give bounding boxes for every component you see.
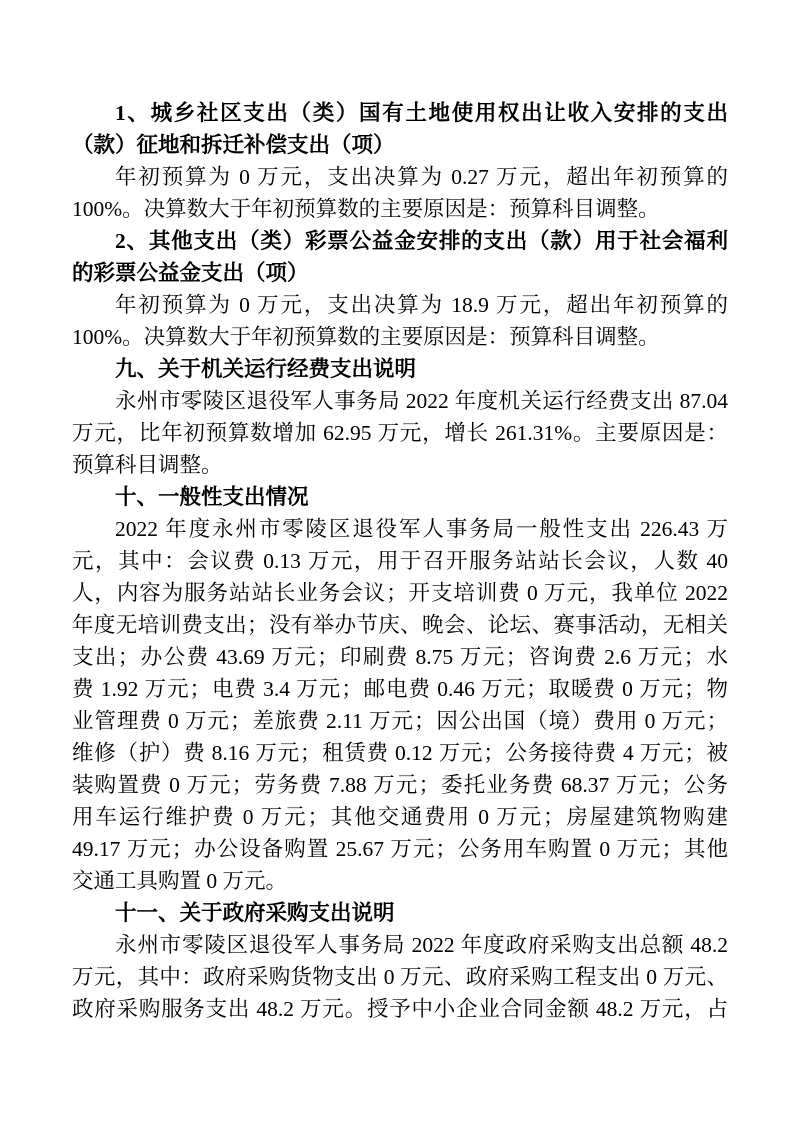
paragraph (72, 929, 728, 1025)
text-line: （款）征地和拆迁补偿支出（项） (72, 133, 395, 157)
text-line: 2、其他支出（类）彩票公益金安排的支出（款）用于社会福利 (115, 229, 728, 253)
text-line: 装购置费 0 万元；劳务费 7.88 万元；委托业务费 68.37 万元；公务 (72, 773, 728, 797)
section-heading (72, 353, 728, 385)
text-line: 交通工具购置 0 万元。 (72, 869, 288, 893)
text-line: 业管理费 0 万元；差旅费 2.11 万元；因公出国（境）费用 0 万元； (72, 709, 728, 733)
text-line: 维修（护）费 8.16 万元；租赁费 0.12 万元；公务接待费 4 万元；被 (72, 741, 728, 765)
text-line: 49.17 万元；办公设备购置 25.67 万元；公务用车购置 0 万元；其他 (72, 837, 728, 861)
text-line: 费 1.92 万元；电费 3.4 万元；邮电费 0.46 万元；取暖费 0 万元；物 (72, 677, 728, 701)
section-heading (72, 97, 728, 161)
text-line: 的彩票公益金支出（项） (72, 261, 309, 285)
section-heading (72, 225, 728, 289)
text-line: 年初预算为 0 万元，支出决算为 18.9 万元，超出年初预算的 (115, 293, 728, 317)
text-line: 元，其中：会议费 0.13 万元，用于召开服务站站长会议，人数 40 (72, 549, 728, 573)
text-line: 万元，比年初预算数增加 62.95 万元，增长 261.31%。主要原因是： (72, 421, 728, 445)
section-heading (72, 481, 728, 513)
text-line: 永州市零陵区退役军人事务局 2022 年度政府采购支出总额 48.2 (115, 933, 728, 957)
text-line: 年初预算为 0 万元，支出决算为 0.27 万元，超出年初预算的 (115, 165, 728, 189)
text-line: 万元，其中：政府采购货物支出 0 万元、政府采购工程支出 0 万元、 (72, 965, 728, 989)
text-line: 用车运行维护费 0 万元；其他交通费用 0 万元；房屋建筑物购建 (72, 805, 728, 829)
text-line: 年度无培训费支出；没有举办节庆、晚会、论坛、赛事活动，无相关 (72, 613, 728, 637)
paragraph (72, 513, 728, 897)
paragraph (72, 385, 728, 481)
text-line: 九、关于机关运行经费支出说明 (115, 357, 417, 381)
text-line: 1、城乡社区支出（类）国有土地使用权出让收入安排的支出 (115, 101, 728, 125)
text-line: 十、一般性支出情况 (115, 485, 309, 509)
text-line: 支出；办公费 43.69 万元；印刷费 8.75 万元；咨询费 2.6 万元；水 (72, 645, 728, 669)
text-line: 十一、关于政府采购支出说明 (115, 901, 395, 925)
text-line: 永州市零陵区退役军人事务局 2022 年度机关运行经费支出 87.04 (115, 389, 728, 413)
paragraph (72, 289, 728, 353)
text-line: 人，内容为服务站站长业务会议；开支培训费 0 万元，我单位 2022 (72, 581, 728, 605)
text-line: 100%。决算数大于年初预算数的主要原因是：预算科目调整。 (72, 197, 660, 221)
paragraph (72, 161, 728, 225)
text-line: 政府采购服务支出 48.2 万元。授予中小企业合同金额 48.2 万元，占 (72, 997, 728, 1021)
text-line: 预算科目调整。 (72, 453, 223, 477)
text-line: 2022 年度永州市零陵区退役军人事务局一般性支出 226.43 万 (115, 517, 728, 541)
text-line: 100%。决算数大于年初预算数的主要原因是：预算科目调整。 (72, 325, 660, 349)
section-heading (72, 897, 728, 929)
